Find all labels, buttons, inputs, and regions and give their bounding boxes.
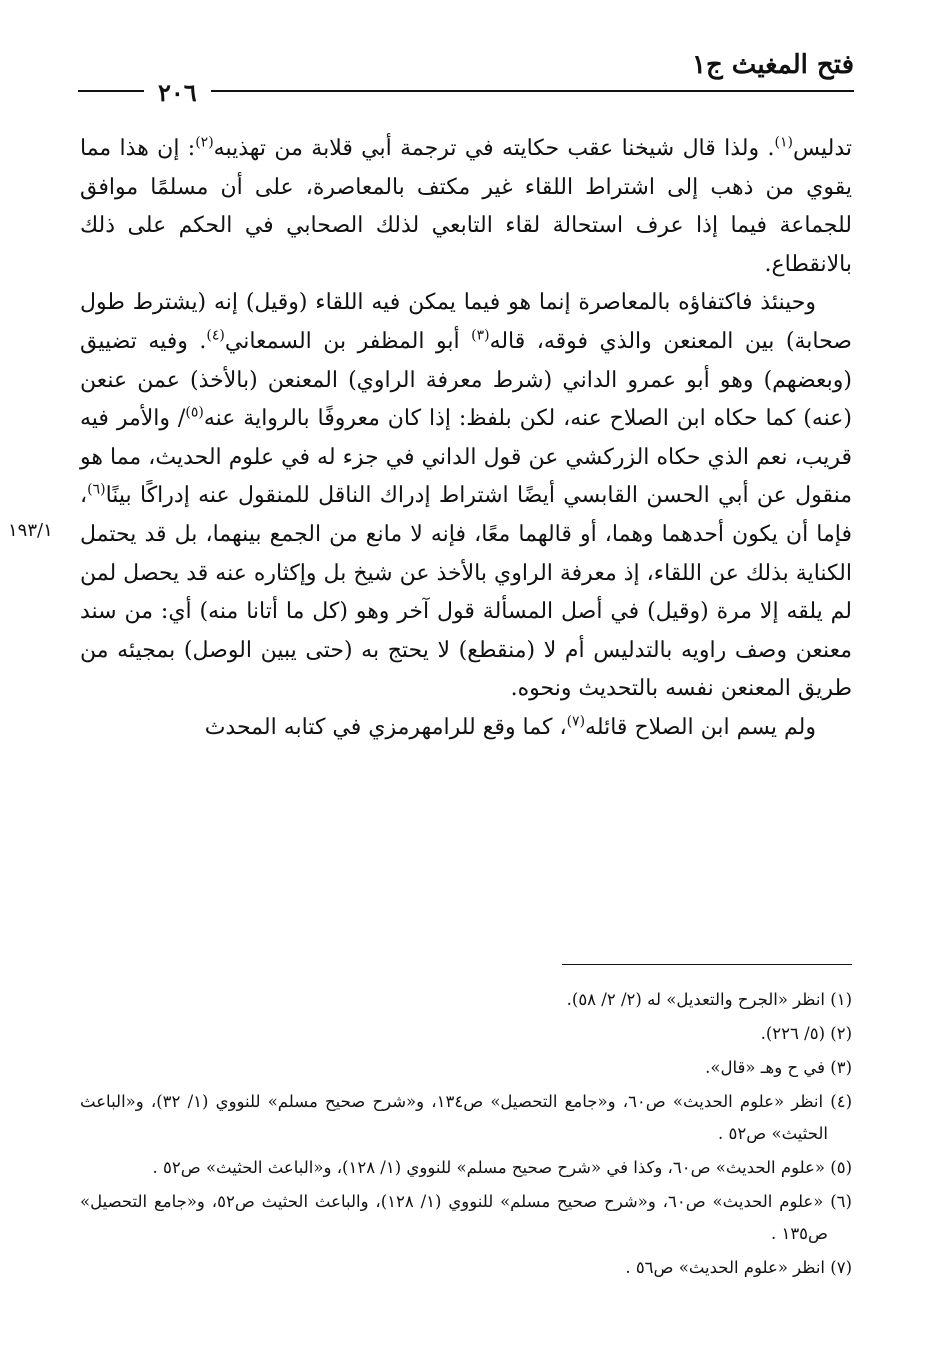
footnote-reference: (٢) — [195, 134, 214, 151]
main-text — [80, 130, 852, 748]
footnote: (٥) «علوم الحديث» ص٦٠، وكذا في «شرح صحيح مسلم» للنووي (١/ ١٢٨)، و«الباعث الحثيث» ص٥٢ . — [152, 1158, 852, 1177]
text-segment: . ولذا قال شيخنا عقب حكايته في ترجمة أبي قلابة من تهذيبه — [213, 136, 775, 161]
footnote-reference: (٣) — [471, 327, 490, 344]
body-paragraph — [80, 284, 852, 709]
footnote: (٢) (٥/ ٢٢٦). — [760, 1024, 852, 1043]
footnote-reference: (٧) — [566, 713, 586, 730]
body-paragraph — [80, 709, 852, 748]
footnote: (٤) انظر «علوم الحديث» ص٦٠، و«جامع التحصيل» ص١٣٤، و«شرح صحيح مسلم» للنووي (١/ ٣٢)، و«الباعث الحثيث» ص٥٢ . — [80, 1092, 852, 1143]
text-segment: / والأمر فيه قريب، نعم الذي حكاه الزركشي عن قول الداني في جزء له في علوم الحديث، مما هو منقول عن أبي الحسن القابسي أيضًا اشتراط إدراك الناقل للمنقول عنه إدراكًا بينًا — [80, 406, 852, 509]
text-segment: تدليس — [792, 136, 852, 161]
footnote: (٧) انظر «علوم الحديث» ص٥٦ . — [625, 1258, 852, 1277]
page-number: ٢٠٦ — [144, 78, 211, 107]
footnote-reference: (٥) — [185, 404, 204, 421]
text-segment: : إن هذا مما يقوي من ذهب إلى اشتراط اللقاء غير مكتف بالمعاصرة، على أن مسلمًا موافق للجماعة فيما إذا عرف استحالة لقاء التابعي لذلك الصحابي في الحكم على ذلك بالانقطاع. — [80, 136, 852, 277]
text-segment: ، فإما أن يكون أحدهما وهما، أو قالهما معًا، فإنه لا مانع من الجمع بينهما، بل قد يحتمل الكناية بذلك عن اللقاء، إذ معرفة الراوي بالأخذ عن شيخ بل وإكثاره عنه قد يحصل لمن لم يلقه إلا مرة (وقيل) في أصل المسألة قول آخر وهو (كل ما أتانا منه) أي: من سند معنعن وصف راويه بالتدليس أم لا (منقطع) لا يحتج به (حتى يبين الوصل) بمجيئه من طريق المعنعن نفسه بالتحديث ونحوه. — [80, 483, 853, 702]
footnotes — [80, 984, 852, 1286]
text-segment: ، كما وقع للرامهرمزي في كتابه المحدث — [204, 714, 567, 740]
footnote: (١) انظر «الجرح والتعديل» له (٢/ ٢/ ٥٨). — [566, 990, 852, 1009]
body-paragraph — [80, 130, 852, 284]
footnote-reference: (١) — [774, 134, 793, 151]
text-segment: ولم يسم ابن الصلاح قائله — [585, 714, 816, 740]
text-segment: أبو المظفر بن السمعاني — [224, 328, 472, 354]
footnote-reference: (٤) — [206, 327, 225, 344]
footnote: (٣) في ح وهـ «قال». — [705, 1058, 852, 1077]
footnote: (٦) «علوم الحديث» ص٦٠، و«شرح صحيح مسلم» للنووي (١/ ١٢٨)، والباعث الحثيث ص٥٢، و«جامع التحصيل» ص١٣٥ . — [80, 1192, 852, 1243]
footnote-reference: (٦) — [87, 482, 106, 499]
book-title: فتح المغيث ج١ — [691, 50, 854, 80]
text-segment: . وفيه تضييق (وبعضهم) وهو أبو عمرو الداني (شرط معرفة الراوي) المعنعن (بالأخذ) عمن عنعن (عنه) كما حكاه ابن الصلاح عنه، لكن بلفظ: إذا كان معروفًا بالرواية عنه — [80, 328, 852, 432]
page-header — [78, 50, 854, 130]
text-segment: وحينئذ فاكتفاؤه بالمعاصرة إنما هو فيما يمكن فيه اللقاء (وقيل) إنه (يشترط طول صحابة) بين المعنعن والذي فوقه، قاله — [80, 290, 852, 354]
margin-note: ١٩٣/١ — [8, 520, 53, 541]
footnote-separator — [562, 964, 852, 965]
